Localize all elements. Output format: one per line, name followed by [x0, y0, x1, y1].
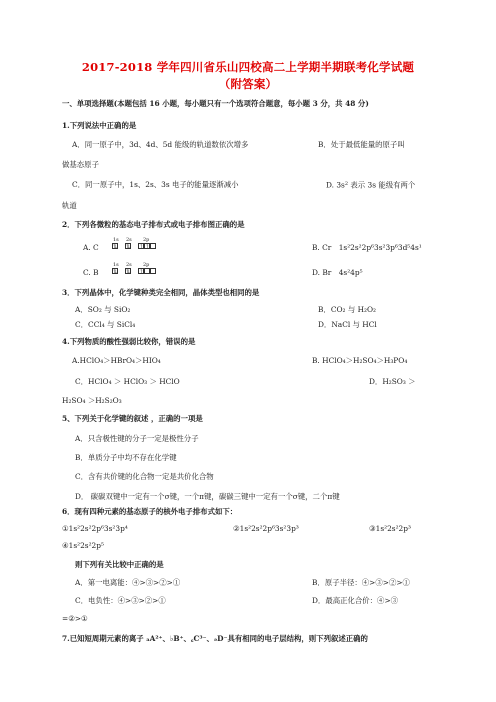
q3-option-d: D．NaCl 与 HCl [318, 320, 377, 329]
q5-option-c: C．含有共价键的化合物一定是共价化合物 [75, 472, 214, 481]
orbital-box: ↑ [139, 269, 144, 275]
orbital-box: ⇅ [126, 269, 131, 275]
q2-option-a: A. C [83, 243, 99, 252]
q1-option-b-cont: 做基态原子 [62, 160, 99, 169]
document-subtitle: （附答案） [218, 77, 278, 91]
orbital-box: ⇅ [113, 269, 118, 275]
q2-option-c: C. B [83, 268, 99, 277]
q7-stem: 7.已知短周期元素的离子 ₐA²⁺、♭B⁺、꜀C³⁻、ₔD⁻具有相同的电子层结构，则下列叙述正确的 [62, 634, 368, 643]
q3-stem: 3．下列晶体中，化学键种类完全相同，晶体类型也相同的是 [62, 288, 260, 297]
orbital-box [150, 268, 156, 274]
q3-option-c: C．CCl₄ 与 SiCl₄ [75, 320, 136, 329]
q2-option-b: B. Cr 1s²2s²2p⁶3s²3p⁶3d⁵4s¹ [312, 243, 422, 252]
q2-option-d: D. Br 4s²4p⁵ [312, 268, 363, 277]
q6-option-a: A．第一电离能：④>③>②>① [75, 578, 181, 587]
q1-option-a: A．同一原子中，3d、4d、5d 能级的轨道数依次增多 [72, 140, 249, 149]
q6-config-2: ②1s²2s²2p⁶3s²3p³ [233, 524, 299, 533]
q6-option-c: C．电负性：④>③>②>① [75, 596, 166, 605]
q5-option-b: B．单质分子中均不存在化学键 [75, 453, 177, 462]
q1-option-d: D. $3s^2$ 表示 3s 能级有两个 [326, 180, 416, 190]
q2-stem: 2．下列各微粒的基态电子排布式或电子排布图正确的是 [62, 220, 245, 229]
q6-option-d-cont: =②>① [62, 614, 88, 623]
q6-config-3: ③1s²2s²2p³ [369, 524, 411, 533]
orbital-diagram-c: 1s 2s 2p ⇅ ⇅ ↑ [112, 262, 162, 276]
q6-config-1: ①1s²2s²2p⁶3s²3p⁴ [62, 524, 128, 533]
q6-config-4: ④1s²2s²2p⁵ [62, 541, 104, 550]
orbital-box: ⇅ [113, 244, 118, 250]
orbital-box: ↑ [139, 244, 144, 250]
section-heading: 一、单项选择题(本题包括 16 小题，每小题只有一个选项符合题意，每小题 3 分，共 48 分) [62, 99, 369, 108]
orbital-box [150, 243, 156, 249]
q3-option-b: B．CO₂ 与 H₂O₂ [318, 305, 377, 314]
q1-option-d-cont: 轨道 [62, 201, 77, 210]
q6-option-d: D．最高正化合价：④>③ [312, 596, 399, 605]
document-title: 2017-2018 学年四川省乐山四校高二上学期半期联考化学试题 [81, 60, 415, 74]
q1-option-c: C．同一原子中，1s、2s、3s 电子的能量逐渐减小 [72, 180, 239, 189]
orbital-box: ⇅ [126, 244, 131, 250]
q3-option-a: A．SO₂ 与 SiO₂ [75, 305, 131, 314]
orbital-diagram-a: 1s 2s 2p ⇅ ⇅ ↑ ↑ [112, 237, 162, 251]
q1-option-b: B．处于最低能量的原子叫 [318, 140, 405, 149]
q4-stem: 4.下列物质的酸性强弱比较你，错误的是 [62, 337, 196, 346]
q4-option-c: C．HClO₄ ＞ HClO₃ ＞ HClO [75, 377, 180, 386]
q4-option-b: B. HClO₄＞H₂SO₄＞H₃PO₄ [312, 356, 408, 365]
q6-option-b: B．原子半径：④>③>②>① [312, 578, 410, 587]
q4-option-d: D．H₂SO₃ ＞ [369, 377, 416, 386]
q4-option-d-cont: H₂SO₄ ＞H₂S₂O₃ [62, 396, 122, 405]
q6-stem: 6．现有四种元素的基态原子的核外电子排布式如下： [62, 507, 238, 516]
q5-option-a: A．只含极性键的分子一定是极性分子 [75, 434, 199, 443]
q5-stem: 5、下列关于化学键的叙述 ，正确的一项是 [62, 414, 203, 423]
orbital-box: ↑ [145, 244, 150, 250]
q4-option-a: A.HClO₄＞HBrO₄＞HIO₄ [72, 356, 161, 365]
q5-option-d: D． 碳碳双键中一定有一个σ键，一个π键，碳碳三键中一定有一个σ键，二个π键 [75, 492, 340, 501]
q6-substem: 则下列有关比较中正确的是 [75, 560, 164, 569]
q1-stem: 1.下列说法中正确的是 [62, 121, 137, 130]
